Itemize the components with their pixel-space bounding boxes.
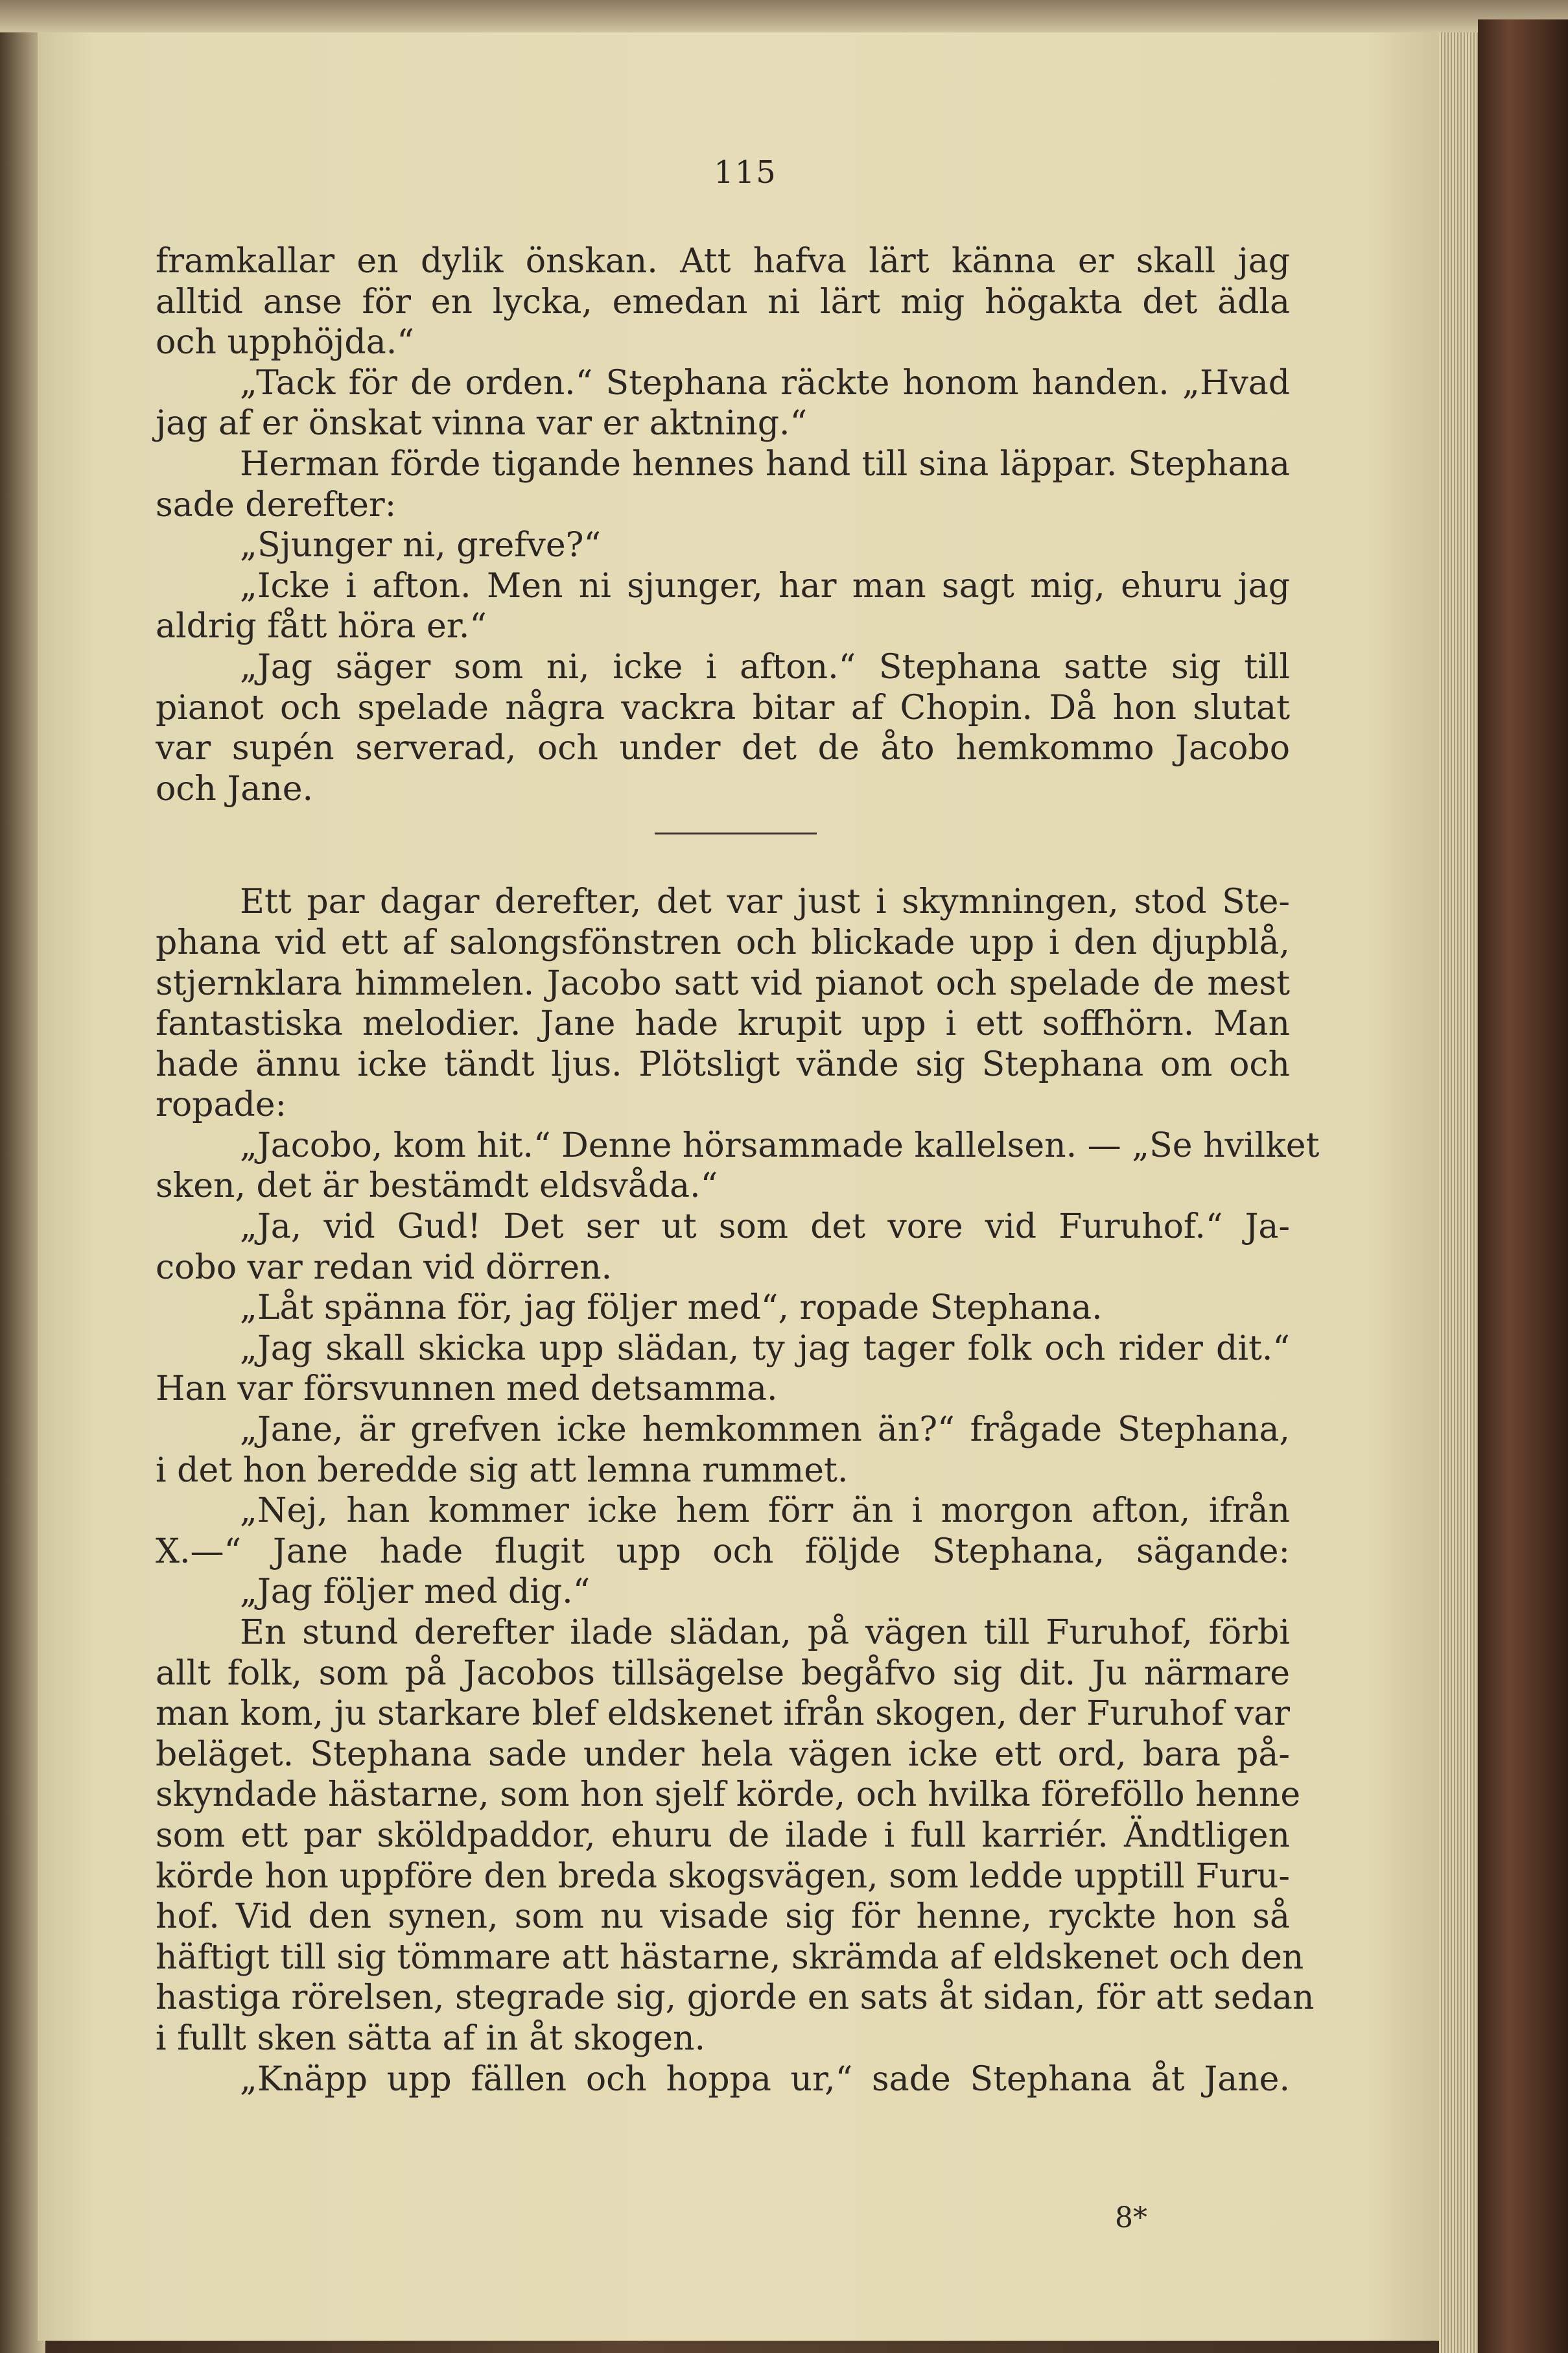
text-line: En stund derefter ilade slädan, på vägen till Furuhof, förbi <box>240 1613 1290 1652</box>
text-line: cobo var redan vid dörren. <box>156 1247 613 1287</box>
text-line: X.—“ Jane hade flugit upp och följde Stephana, sägande: <box>156 1531 1290 1571</box>
page-stack-edge <box>1439 32 1478 2353</box>
text-line: pianot och spelade några vackra bitar af Chopin. Då hon slutat <box>156 688 1290 727</box>
text-line: jag af er önskat vinna var er aktning.“ <box>156 404 808 443</box>
text-line: Ett par dagar derefter, det var just i skymningen, stod Ste- <box>240 882 1290 922</box>
text-line: aldrig fått höra er.“ <box>156 607 487 646</box>
text-line: „Jane, är grefven icke hemkommen än?“ frågade Stephana, <box>240 1410 1290 1450</box>
top-edge <box>0 0 1568 36</box>
text-line: och upphöjda.“ <box>156 323 414 362</box>
text-line: „Jag följer med dig.“ <box>240 1572 591 1612</box>
text-line: stjernklara himmelen. Jacobo satt vid pianot och spelade de mest <box>156 964 1290 1003</box>
text-line: fantastiska melodier. Jane hade krupit upp i ett soffhörn. Man <box>156 1004 1290 1044</box>
text-line: allt folk, som på Jacobos tillsägelse begåfvo sig dit. Ju närmare <box>156 1653 1290 1693</box>
body-text <box>156 241 1320 2099</box>
text-line: som ett par sköldpaddor, ehuru de ilade i full karriér. Ändtligen <box>156 1815 1290 1855</box>
page-number: 115 <box>714 154 777 191</box>
text-line: hastiga rörelsen, stegrade sig, gjorde en sats åt sidan, för att sedan <box>156 1978 1315 2018</box>
text-line: sade derefter: <box>156 485 397 525</box>
text-line: häftigt till sig tömmare att hästarne, skrämda af eldskenet och den <box>156 1937 1304 1977</box>
section-break <box>156 809 1290 882</box>
signature-mark: 8* <box>1115 2201 1147 2234</box>
text-line: Herman förde tigande hennes hand till sina läppar. Stephana <box>240 444 1290 484</box>
text-line: „Jag skall skicka upp slädan, ty jag tager folk och rider dit.“ <box>240 1329 1290 1368</box>
text-line: beläget. Stephana sade under hela vägen icke ett ord, bara på- <box>156 1734 1290 1774</box>
text-line: var supén serverad, och under det de åto hemkommo Jacobo <box>156 729 1290 768</box>
text-line: hof. Vid den synen, som nu visade sig för henne, ryckte hon så <box>156 1897 1290 1937</box>
book-cover-edge <box>1478 19 1568 2353</box>
text-line: i fullt sken sätta af in åt skogen. <box>156 2018 706 2058</box>
text-line: och Jane. <box>156 769 314 809</box>
text-line: alltid anse för en lycka, emedan ni lärt mig högakta det ädla <box>156 282 1290 322</box>
text-line: „Jag säger som ni, icke i afton.“ Stephana satte sig till <box>240 647 1290 687</box>
text-line: „Nej, han kommer icke hem förr än i morgon afton, ifrån <box>240 1491 1290 1531</box>
text-line: „Ja, vid Gud! Det ser ut som det vore vid Furuhof.“ Ja- <box>240 1207 1290 1247</box>
text-line: „Låt spänna för, jag följer med“, ropade Stephana. <box>240 1288 1103 1328</box>
text-line: sken, det är bestämdt eldsvåda.“ <box>156 1166 718 1206</box>
text-line: skyndade hästarne, som hon sjelf körde, och hvilka föreföllo henne <box>156 1775 1301 1815</box>
text-line: „Icke i afton. Men ni sjunger, har man sagt mig, ehuru jag <box>240 566 1290 606</box>
text-line: „Jacobo, kom hit.“ Denne hörsammade kallelsen. — „Se hvilket <box>240 1126 1320 1165</box>
text-line: „Tack för de orden.“ Stephana räckte honom handen. „Hvad <box>240 363 1290 403</box>
text-line: i det hon beredde sig att lemna rummet. <box>156 1450 848 1490</box>
section-rule <box>655 833 817 834</box>
text-line: Han var försvunnen med detsamma. <box>156 1369 778 1409</box>
text-line: „Sjunger ni, grefve?“ <box>240 526 602 565</box>
text-line: phana vid ett af salongsfönstren och blickade upp i den djupblå, <box>156 923 1290 962</box>
text-line: framkallar en dylik önskan. Att hafva lärt känna er skall jag <box>156 242 1290 281</box>
text-line: körde hon uppföre den breda skogsvägen, som ledde upptill Furu- <box>156 1856 1290 1896</box>
text-line: „Knäpp upp fällen och hoppa ur,“ sade Stephana åt Jane. <box>240 2059 1290 2099</box>
text-line: ropade: <box>156 1085 287 1125</box>
text-line: man kom, ju starkare blef eldskenet ifrån skogen, der Furuhof var <box>156 1694 1290 1734</box>
text-line: hade ännu icke tändt ljus. Plötsligt vände sig Stephana om och <box>156 1045 1290 1084</box>
